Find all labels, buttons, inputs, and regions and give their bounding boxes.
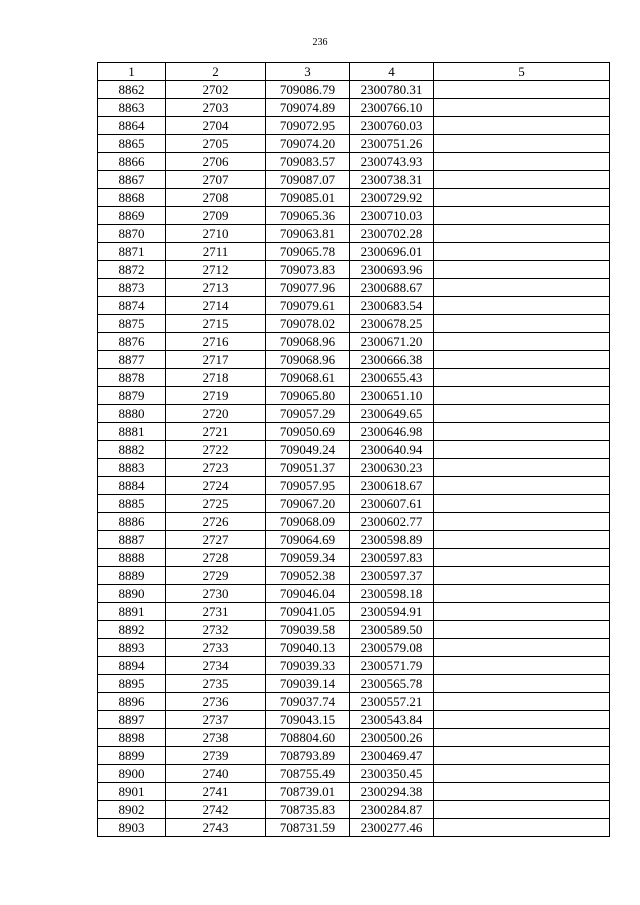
table-cell-col-4: 2300702.28 bbox=[350, 225, 434, 243]
table-cell-col-3: 709057.95 bbox=[266, 477, 350, 495]
table-row bbox=[98, 369, 610, 387]
table-cell-col-1: 8900 bbox=[98, 765, 166, 783]
table-cell-col-2: 2725 bbox=[166, 495, 266, 513]
table-cell-col-2: 2719 bbox=[166, 387, 266, 405]
table-cell-col-1: 8872 bbox=[98, 261, 166, 279]
table-cell-col-5 bbox=[434, 243, 610, 261]
column-header-2: 2 bbox=[166, 63, 266, 81]
table-row bbox=[98, 423, 610, 441]
table-row bbox=[98, 639, 610, 657]
table-cell-col-1: 8883 bbox=[98, 459, 166, 477]
table-cell-col-1: 8887 bbox=[98, 531, 166, 549]
table-cell-col-1: 8867 bbox=[98, 171, 166, 189]
table-row bbox=[98, 243, 610, 261]
table-cell-col-1: 8873 bbox=[98, 279, 166, 297]
table-cell-col-5 bbox=[434, 657, 610, 675]
table-row bbox=[98, 135, 610, 153]
table-cell-col-1: 8877 bbox=[98, 351, 166, 369]
table-cell-col-4: 2300597.37 bbox=[350, 567, 434, 585]
table-row bbox=[98, 675, 610, 693]
table-cell-col-5 bbox=[434, 495, 610, 513]
table-row bbox=[98, 801, 610, 819]
table-cell-col-2: 2739 bbox=[166, 747, 266, 765]
table-cell-col-5 bbox=[434, 171, 610, 189]
table-row bbox=[98, 405, 610, 423]
table-cell-col-3: 708804.60 bbox=[266, 729, 350, 747]
table-cell-col-1: 8893 bbox=[98, 639, 166, 657]
table-cell-col-1: 8884 bbox=[98, 477, 166, 495]
table-cell-col-4: 2300294.38 bbox=[350, 783, 434, 801]
table-cell-col-2: 2724 bbox=[166, 477, 266, 495]
table-cell-col-3: 709057.29 bbox=[266, 405, 350, 423]
table-cell-col-1: 8890 bbox=[98, 585, 166, 603]
table-cell-col-5 bbox=[434, 549, 610, 567]
table-cell-col-4: 2300688.67 bbox=[350, 279, 434, 297]
coordinates-table bbox=[97, 62, 610, 837]
table-header-row bbox=[98, 63, 610, 81]
table-cell-col-5 bbox=[434, 513, 610, 531]
table-cell-col-2: 2714 bbox=[166, 297, 266, 315]
table-cell-col-5 bbox=[434, 639, 610, 657]
table-cell-col-2: 2732 bbox=[166, 621, 266, 639]
table-cell-col-4: 2300780.31 bbox=[350, 81, 434, 99]
table-cell-col-5 bbox=[434, 405, 610, 423]
table-cell-col-1: 8868 bbox=[98, 189, 166, 207]
table-cell-col-2: 2705 bbox=[166, 135, 266, 153]
table-row bbox=[98, 765, 610, 783]
table-cell-col-2: 2723 bbox=[166, 459, 266, 477]
table-cell-col-5 bbox=[434, 135, 610, 153]
table-cell-col-3: 709072.95 bbox=[266, 117, 350, 135]
table-cell-col-4: 2300598.18 bbox=[350, 585, 434, 603]
table-cell-col-5 bbox=[434, 441, 610, 459]
table-row bbox=[98, 783, 610, 801]
table-cell-col-5 bbox=[434, 369, 610, 387]
table-row bbox=[98, 387, 610, 405]
table-cell-col-2: 2740 bbox=[166, 765, 266, 783]
table-cell-col-5 bbox=[434, 675, 610, 693]
table-row bbox=[98, 171, 610, 189]
table-cell-col-1: 8875 bbox=[98, 315, 166, 333]
table-cell-col-4: 2300666.38 bbox=[350, 351, 434, 369]
table-cell-col-3: 708793.89 bbox=[266, 747, 350, 765]
table-cell-col-5 bbox=[434, 819, 610, 837]
table-cell-col-3: 709039.33 bbox=[266, 657, 350, 675]
table-cell-col-3: 709067.20 bbox=[266, 495, 350, 513]
table-cell-col-4: 2300571.79 bbox=[350, 657, 434, 675]
table-cell-col-1: 8901 bbox=[98, 783, 166, 801]
table-cell-col-1: 8894 bbox=[98, 657, 166, 675]
table-row bbox=[98, 189, 610, 207]
table-cell-col-3: 709064.69 bbox=[266, 531, 350, 549]
table-cell-col-4: 2300766.10 bbox=[350, 99, 434, 117]
table-cell-col-3: 709083.57 bbox=[266, 153, 350, 171]
table-cell-col-2: 2720 bbox=[166, 405, 266, 423]
column-header-4: 4 bbox=[350, 63, 434, 81]
table-cell-col-1: 8882 bbox=[98, 441, 166, 459]
table-cell-col-2: 2712 bbox=[166, 261, 266, 279]
table-cell-col-1: 8881 bbox=[98, 423, 166, 441]
table-cell-col-4: 2300500.26 bbox=[350, 729, 434, 747]
column-header-5: 5 bbox=[434, 63, 610, 81]
table-cell-col-4: 2300589.50 bbox=[350, 621, 434, 639]
table-cell-col-2: 2708 bbox=[166, 189, 266, 207]
table-cell-col-1: 8892 bbox=[98, 621, 166, 639]
table-row bbox=[98, 315, 610, 333]
table-cell-col-5 bbox=[434, 765, 610, 783]
table-cell-col-1: 8889 bbox=[98, 567, 166, 585]
table-row bbox=[98, 567, 610, 585]
table-cell-col-3: 709037.74 bbox=[266, 693, 350, 711]
table-row bbox=[98, 819, 610, 837]
table-cell-col-5 bbox=[434, 387, 610, 405]
table-cell-col-5 bbox=[434, 567, 610, 585]
table-cell-col-5 bbox=[434, 711, 610, 729]
table-cell-col-4: 2300579.08 bbox=[350, 639, 434, 657]
table-cell-col-4: 2300751.26 bbox=[350, 135, 434, 153]
table-cell-col-2: 2726 bbox=[166, 513, 266, 531]
table-row bbox=[98, 441, 610, 459]
table-cell-col-2: 2717 bbox=[166, 351, 266, 369]
table-cell-col-5 bbox=[434, 81, 610, 99]
table-cell-col-4: 2300655.43 bbox=[350, 369, 434, 387]
table-cell-col-2: 2734 bbox=[166, 657, 266, 675]
table-cell-col-3: 709043.15 bbox=[266, 711, 350, 729]
table-cell-col-2: 2728 bbox=[166, 549, 266, 567]
table-cell-col-2: 2735 bbox=[166, 675, 266, 693]
table-cell-col-4: 2300683.54 bbox=[350, 297, 434, 315]
table-cell-col-1: 8863 bbox=[98, 99, 166, 117]
table-cell-col-1: 8880 bbox=[98, 405, 166, 423]
table-cell-col-3: 708755.49 bbox=[266, 765, 350, 783]
table-row bbox=[98, 711, 610, 729]
table-cell-col-4: 2300350.45 bbox=[350, 765, 434, 783]
table-cell-col-1: 8866 bbox=[98, 153, 166, 171]
table-row bbox=[98, 81, 610, 99]
table-cell-col-4: 2300651.10 bbox=[350, 387, 434, 405]
table-cell-col-3: 708731.59 bbox=[266, 819, 350, 837]
table-cell-col-3: 709065.78 bbox=[266, 243, 350, 261]
table-cell-col-3: 709065.36 bbox=[266, 207, 350, 225]
table-cell-col-1: 8871 bbox=[98, 243, 166, 261]
table-cell-col-2: 2731 bbox=[166, 603, 266, 621]
table-cell-col-4: 2300597.83 bbox=[350, 549, 434, 567]
table-row bbox=[98, 153, 610, 171]
table-cell-col-1: 8878 bbox=[98, 369, 166, 387]
table-row bbox=[98, 729, 610, 747]
table-cell-col-2: 2707 bbox=[166, 171, 266, 189]
table-cell-col-2: 2703 bbox=[166, 99, 266, 117]
table-cell-col-5 bbox=[434, 423, 610, 441]
column-header-1: 1 bbox=[98, 63, 166, 81]
table-cell-col-4: 2300760.03 bbox=[350, 117, 434, 135]
table-cell-col-5 bbox=[434, 459, 610, 477]
table-cell-col-3: 709086.79 bbox=[266, 81, 350, 99]
table-row bbox=[98, 531, 610, 549]
table-cell-col-5 bbox=[434, 297, 610, 315]
table-cell-col-4: 2300598.89 bbox=[350, 531, 434, 549]
table-cell-col-5 bbox=[434, 477, 610, 495]
table-cell-col-2: 2709 bbox=[166, 207, 266, 225]
column-header-3: 3 bbox=[266, 63, 350, 81]
table-cell-col-2: 2730 bbox=[166, 585, 266, 603]
table-cell-col-3: 709068.96 bbox=[266, 351, 350, 369]
table-cell-col-3: 709041.05 bbox=[266, 603, 350, 621]
table-cell-col-1: 8897 bbox=[98, 711, 166, 729]
table-cell-col-5 bbox=[434, 531, 610, 549]
table-cell-col-5 bbox=[434, 693, 610, 711]
table-cell-col-1: 8862 bbox=[98, 81, 166, 99]
table-cell-col-2: 2733 bbox=[166, 639, 266, 657]
table-row bbox=[98, 495, 610, 513]
table-cell-col-1: 8874 bbox=[98, 297, 166, 315]
table-cell-col-3: 709051.37 bbox=[266, 459, 350, 477]
table-cell-col-1: 8898 bbox=[98, 729, 166, 747]
table-row bbox=[98, 747, 610, 765]
table-body bbox=[98, 81, 610, 837]
table-cell-col-3: 709040.13 bbox=[266, 639, 350, 657]
table-row bbox=[98, 351, 610, 369]
table-cell-col-4: 2300543.84 bbox=[350, 711, 434, 729]
table-cell-col-4: 2300602.77 bbox=[350, 513, 434, 531]
table-cell-col-5 bbox=[434, 603, 610, 621]
table-cell-col-2: 2704 bbox=[166, 117, 266, 135]
table-cell-col-3: 709073.83 bbox=[266, 261, 350, 279]
table-cell-col-4: 2300729.92 bbox=[350, 189, 434, 207]
table-cell-col-3: 709049.24 bbox=[266, 441, 350, 459]
table-cell-col-3: 709068.61 bbox=[266, 369, 350, 387]
table-row bbox=[98, 459, 610, 477]
table-cell-col-2: 2721 bbox=[166, 423, 266, 441]
table-cell-col-2: 2715 bbox=[166, 315, 266, 333]
table-cell-col-4: 2300646.98 bbox=[350, 423, 434, 441]
table-cell-col-2: 2743 bbox=[166, 819, 266, 837]
table-cell-col-3: 709074.89 bbox=[266, 99, 350, 117]
table-row bbox=[98, 621, 610, 639]
table-cell-col-1: 8896 bbox=[98, 693, 166, 711]
table-cell-col-1: 8888 bbox=[98, 549, 166, 567]
table-cell-col-1: 8903 bbox=[98, 819, 166, 837]
table-cell-col-3: 709059.34 bbox=[266, 549, 350, 567]
table-cell-col-3: 709063.81 bbox=[266, 225, 350, 243]
table-cell-col-5 bbox=[434, 153, 610, 171]
table-cell-col-4: 2300671.20 bbox=[350, 333, 434, 351]
table-cell-col-2: 2718 bbox=[166, 369, 266, 387]
table-cell-col-5 bbox=[434, 729, 610, 747]
table-cell-col-5 bbox=[434, 801, 610, 819]
table-cell-col-1: 8886 bbox=[98, 513, 166, 531]
table-cell-col-5 bbox=[434, 99, 610, 117]
table-cell-col-4: 2300696.01 bbox=[350, 243, 434, 261]
table-cell-col-5 bbox=[434, 279, 610, 297]
table-cell-col-3: 709074.20 bbox=[266, 135, 350, 153]
table-cell-col-3: 709065.80 bbox=[266, 387, 350, 405]
table-cell-col-2: 2736 bbox=[166, 693, 266, 711]
table-row bbox=[98, 207, 610, 225]
table-row bbox=[98, 585, 610, 603]
table-cell-col-1: 8876 bbox=[98, 333, 166, 351]
table-row bbox=[98, 297, 610, 315]
table-cell-col-2: 2702 bbox=[166, 81, 266, 99]
table-cell-col-5 bbox=[434, 225, 610, 243]
table-cell-col-3: 709087.07 bbox=[266, 171, 350, 189]
table-cell-col-2: 2713 bbox=[166, 279, 266, 297]
table-cell-col-4: 2300649.65 bbox=[350, 405, 434, 423]
table-cell-col-2: 2711 bbox=[166, 243, 266, 261]
table-cell-col-4: 2300594.91 bbox=[350, 603, 434, 621]
table-cell-col-5 bbox=[434, 315, 610, 333]
table-cell-col-3: 709079.61 bbox=[266, 297, 350, 315]
table-cell-col-5 bbox=[434, 783, 610, 801]
table-row bbox=[98, 603, 610, 621]
table-cell-col-1: 8891 bbox=[98, 603, 166, 621]
table-cell-col-2: 2729 bbox=[166, 567, 266, 585]
table-cell-col-3: 709078.02 bbox=[266, 315, 350, 333]
table-cell-col-3: 709050.69 bbox=[266, 423, 350, 441]
table-row bbox=[98, 99, 610, 117]
table-cell-col-4: 2300738.31 bbox=[350, 171, 434, 189]
table-cell-col-4: 2300630.23 bbox=[350, 459, 434, 477]
table-cell-col-4: 2300743.93 bbox=[350, 153, 434, 171]
page-number: 236 bbox=[312, 37, 328, 48]
table-cell-col-1: 8870 bbox=[98, 225, 166, 243]
table-cell-col-5 bbox=[434, 189, 610, 207]
table-cell-col-1: 8864 bbox=[98, 117, 166, 135]
table-cell-col-3: 708739.01 bbox=[266, 783, 350, 801]
table-row bbox=[98, 693, 610, 711]
table-row bbox=[98, 549, 610, 567]
table-cell-col-2: 2737 bbox=[166, 711, 266, 729]
table-cell-col-5 bbox=[434, 207, 610, 225]
table-cell-col-4: 2300710.03 bbox=[350, 207, 434, 225]
table-cell-col-1: 8895 bbox=[98, 675, 166, 693]
table-cell-col-5 bbox=[434, 585, 610, 603]
table-cell-col-4: 2300469.47 bbox=[350, 747, 434, 765]
table-cell-col-1: 8879 bbox=[98, 387, 166, 405]
table-cell-col-4: 2300618.67 bbox=[350, 477, 434, 495]
table-cell-col-2: 2716 bbox=[166, 333, 266, 351]
table-cell-col-2: 2722 bbox=[166, 441, 266, 459]
table-cell-col-4: 2300277.46 bbox=[350, 819, 434, 837]
table-cell-col-3: 709039.14 bbox=[266, 675, 350, 693]
table-cell-col-1: 8902 bbox=[98, 801, 166, 819]
table-cell-col-3: 709046.04 bbox=[266, 585, 350, 603]
table-row bbox=[98, 117, 610, 135]
table-cell-col-4: 2300284.87 bbox=[350, 801, 434, 819]
table-cell-col-3: 709085.01 bbox=[266, 189, 350, 207]
table-cell-col-4: 2300640.94 bbox=[350, 441, 434, 459]
table-cell-col-1: 8899 bbox=[98, 747, 166, 765]
table-cell-col-5 bbox=[434, 351, 610, 369]
table-row bbox=[98, 657, 610, 675]
table-cell-col-4: 2300693.96 bbox=[350, 261, 434, 279]
table-cell-col-4: 2300557.21 bbox=[350, 693, 434, 711]
table-cell-col-3: 709052.38 bbox=[266, 567, 350, 585]
table-row bbox=[98, 225, 610, 243]
table-cell-col-5 bbox=[434, 621, 610, 639]
table-cell-col-5 bbox=[434, 261, 610, 279]
table-cell-col-1: 8869 bbox=[98, 207, 166, 225]
table-cell-col-5 bbox=[434, 333, 610, 351]
table-cell-col-3: 708735.83 bbox=[266, 801, 350, 819]
table-cell-col-4: 2300565.78 bbox=[350, 675, 434, 693]
table-cell-col-1: 8885 bbox=[98, 495, 166, 513]
table-cell-col-3: 709039.58 bbox=[266, 621, 350, 639]
table-row bbox=[98, 513, 610, 531]
table-cell-col-3: 709068.09 bbox=[266, 513, 350, 531]
table-row bbox=[98, 333, 610, 351]
table-cell-col-3: 709068.96 bbox=[266, 333, 350, 351]
table-row bbox=[98, 261, 610, 279]
table-row bbox=[98, 279, 610, 297]
table-cell-col-5 bbox=[434, 747, 610, 765]
table-cell-col-2: 2727 bbox=[166, 531, 266, 549]
table-cell-col-2: 2738 bbox=[166, 729, 266, 747]
table-row bbox=[98, 477, 610, 495]
table-cell-col-5 bbox=[434, 117, 610, 135]
table-cell-col-1: 8865 bbox=[98, 135, 166, 153]
table-cell-col-2: 2706 bbox=[166, 153, 266, 171]
table-cell-col-2: 2742 bbox=[166, 801, 266, 819]
table-cell-col-4: 2300678.25 bbox=[350, 315, 434, 333]
table-cell-col-2: 2741 bbox=[166, 783, 266, 801]
table-cell-col-4: 2300607.61 bbox=[350, 495, 434, 513]
table-cell-col-2: 2710 bbox=[166, 225, 266, 243]
table-cell-col-3: 709077.96 bbox=[266, 279, 350, 297]
